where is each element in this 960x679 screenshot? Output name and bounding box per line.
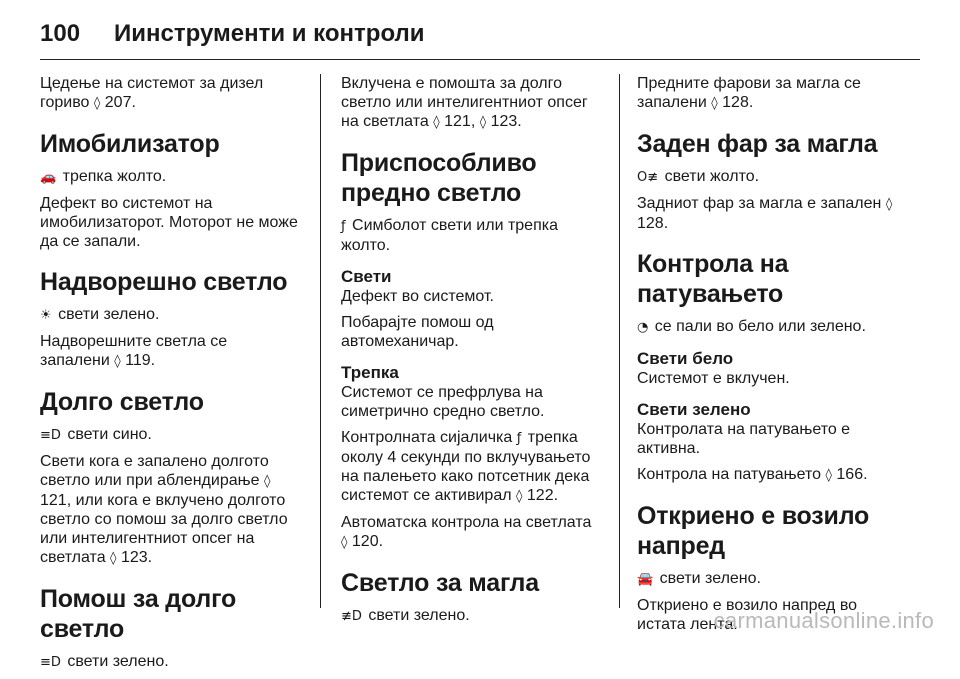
vehicle-ahead-icon: 🚘 [637,572,654,587]
paragraph: Автоматска контрола на светлата ◊ 120. [341,514,592,550]
section-heading-high-beam: Долго светло [40,388,204,416]
page-header [40,14,920,54]
page-reference[interactable]: 128. [722,94,754,111]
paragraph: Дефект во системот. [341,288,494,305]
paragraph: Надворешните светла се запалени ◊ 119. [40,333,228,369]
paragraph: Системот е вклучен. [637,370,790,387]
high-beam-assist-icon: ≡D [40,655,61,670]
paragraph: ≢D свети зелено. [341,607,470,624]
page-reference[interactable]: 166. [836,466,868,483]
paragraph: ƒ Симболот свети или трепка жолто. [341,217,558,254]
page-reference[interactable]: 120. [351,533,384,550]
section-heading-fog-light: Светло за магла [341,569,539,597]
reference-icon: ◊ [825,468,832,483]
paragraph: 🚘 свети зелено. [637,570,761,587]
header-rule [40,59,920,60]
adaptive-light-icon: ƒ [516,431,522,446]
paragraph: ≡D свети зелено. [40,653,169,670]
paragraph: Контролната сијаличка ƒ трепка околу 4 секунди по вклучувањето на палењето како потсетник дека системот се активирал ◊ 122. [341,429,591,504]
paragraph: Откриено е возило напред во истата лента. [637,597,858,633]
section-heading-cruise-control: Контрола на патувањето [637,250,789,308]
reference-icon: ◊ [711,96,718,111]
paragraph: 🚗 трепка жолто. [40,168,167,185]
reference-icon: ◊ [433,115,440,130]
subheading-flashing: Трепка [341,363,399,382]
reference-icon: ◊ [93,96,101,111]
immobilizer-icon: 🚗 [40,170,57,185]
reference-icon: ◊ [110,551,117,566]
page-reference[interactable]: 123. [120,549,153,566]
column-2 [341,74,601,633]
subheading-lit-white: Свети бело [637,349,734,368]
paragraph: Предните фарови за магла се запалени ◊ 128. [637,75,861,111]
reference-icon: ◊ [479,115,487,130]
column-3 [637,74,897,641]
section-heading-immobilizer: Имобилизатор [40,130,220,158]
paragraph: Контролата на патувањето е активна. [637,421,851,457]
paragraph: O≢ свети жолто. [637,168,760,185]
column-divider [320,74,321,608]
page-reference[interactable]: 119. [125,352,156,369]
section-heading-adaptive-light: Приспособливо предно светло [341,149,537,207]
section-heading-high-beam-assist: Помош за долго светло [40,585,237,643]
adaptive-light-icon: ƒ [341,219,346,234]
paragraph: Цедење на системот за дизел гориво ◊ 207. [40,75,264,111]
paragraph: Контрола на патувањето ◊ 166. [637,466,868,483]
subheading-lit: Свети [341,267,392,286]
high-beam-icon: ≡D [40,428,61,443]
page-reference[interactable]: 122. [526,487,559,504]
column-divider [619,74,620,608]
paragraph: Дефект во системот на имобилизаторот. Моторот не може да се запали. [40,195,298,250]
section-heading-rear-fog: Заден фар за магла [637,130,878,158]
section-heading-vehicle-ahead: Откриено е возило напред [637,502,870,560]
reference-icon: ◊ [114,354,121,369]
reference-icon: ◊ [516,489,523,504]
rear-fog-icon: O≢ [637,170,659,185]
paragraph: Свети кога е запалено долгото светло или при аблендирање ◊ 121, или кога е вклучено долгото светло со помош за долго светло или интелигентниот опсег на светлата ◊ 123. [40,453,288,566]
page-reference[interactable]: 123. [490,113,522,130]
page-title: Иинструменти и контроли [114,20,425,47]
page-reference[interactable]: 128. [637,215,669,232]
fog-light-icon: ≢D [341,609,362,624]
reference-icon: ◊ [341,535,348,550]
column-1 [40,74,300,679]
paragraph: Побарајте помош од автомеханичар. [341,314,494,350]
page-reference[interactable]: 121, [444,113,476,130]
paragraph: ☀ свети зелено. [40,306,160,323]
page-reference[interactable]: 207. [104,94,136,111]
watermark: carmanualsonline.info [713,608,934,633]
page-number: 100 [40,20,81,47]
paragraph: ◔ се пали во бело или зелено. [637,318,866,335]
cruise-control-icon: ◔ [637,320,649,335]
paragraph: ≡D свети сино. [40,426,152,443]
subheading-lit-green: Свети зелено [637,400,751,419]
reference-icon: ◊ [263,474,271,489]
exterior-light-icon: ☀ [40,308,52,323]
paragraph: Системот се префрлува на симетрично средно светло. [341,384,545,420]
paragraph: Вклучена е помошта за долго светло или интелигентниот опсег на светлата ◊ 121, ◊ 123. [341,75,588,130]
section-heading-exterior-light: Надворешно светло [40,268,288,296]
reference-icon: ◊ [885,197,893,212]
paragraph: Задниот фар за магла е запален ◊ 128. [637,195,893,232]
